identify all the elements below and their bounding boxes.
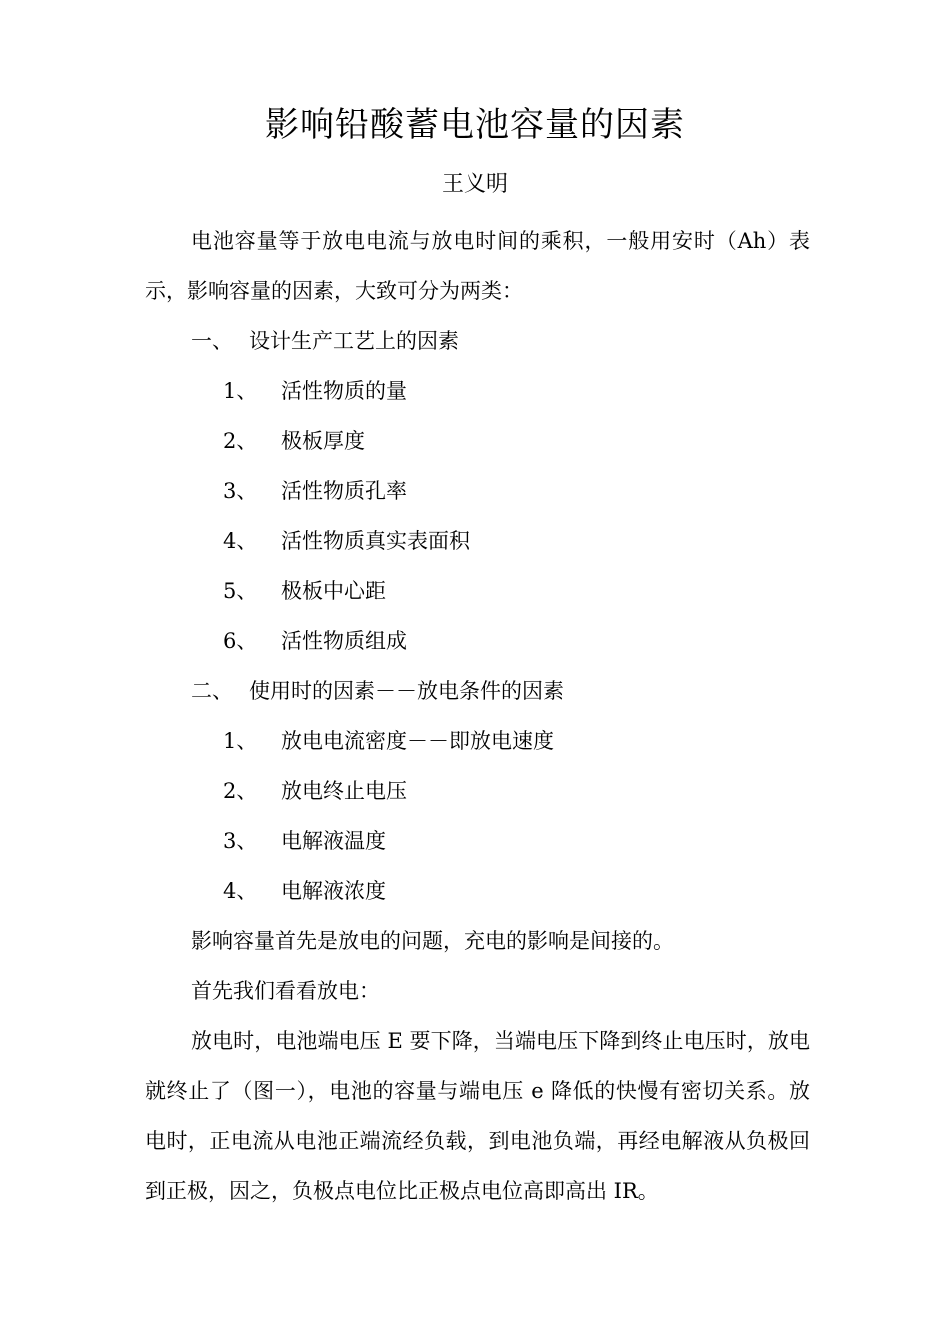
document-title: 影响铅酸蓄电池容量的因素 (265, 105, 685, 145)
section-heading (145, 666, 810, 716)
author-name: 王义明 (441, 172, 508, 197)
list-item-number: 5、 (223, 579, 258, 603)
list-item (145, 566, 810, 616)
list-item (145, 766, 810, 816)
list-item (145, 816, 810, 866)
list-item-text: 活性物质的量 (281, 379, 407, 403)
list-item-text: 活性物质组成 (281, 629, 407, 653)
section-heading (145, 316, 810, 366)
list-item-number: 4、 (223, 879, 258, 903)
list-item-number: 1、 (223, 729, 258, 753)
list-item (145, 466, 810, 516)
list-item (145, 616, 810, 666)
list-item-number: 3、 (223, 479, 258, 503)
list-item-number: 6、 (223, 629, 258, 653)
list-item-number: 3、 (223, 829, 258, 853)
list-item (145, 866, 810, 916)
list-item (145, 516, 810, 566)
section-number: 一、 (191, 329, 233, 353)
section-title: 使用时的因素－－放电条件的因素 (249, 679, 564, 703)
section-number: 二、 (191, 679, 233, 703)
list-item-number: 2、 (223, 779, 258, 803)
paragraph-discharge-first: 影响容量首先是放电的问题，充电的影响是间接的。 (191, 929, 674, 953)
paragraph-discharge-explanation: 放电时，电池端电压 E 要下降，当端电压下降到终止电压时，放电就终止了（图一），电池的容量与端电压 e 降低的快慢有密切关系。放电时，正电流从电池正端流经负载，到电池负端，再经电解液从负极回到正极，因之，负极点电位比正极点电位高即高出 IR。 (145, 1029, 810, 1203)
list-item-text: 电解液温度 (281, 829, 386, 853)
list-item-number: 2、 (223, 429, 258, 453)
list-item-text: 活性物质孔率 (281, 479, 407, 503)
section-title: 设计生产工艺上的因素 (249, 329, 459, 353)
intro-paragraph: 电池容量等于放电电流与放电时间的乘积，一般用安时（Ah）表示，影响容量的因素，大致可分为两类： (145, 229, 810, 303)
list-item-text: 放电电流密度－－即放电速度 (281, 729, 554, 753)
list-item-number: 4、 (223, 529, 258, 553)
list-item-number: 1、 (223, 379, 258, 403)
list-item-text: 极板厚度 (281, 429, 365, 453)
list-item-text: 放电终止电压 (281, 779, 407, 803)
list-item (145, 416, 810, 466)
document-body (145, 216, 810, 1216)
list-item (145, 716, 810, 766)
list-item (145, 366, 810, 416)
list-item-text: 电解液浓度 (281, 879, 386, 903)
list-item-text: 活性物质真实表面积 (281, 529, 470, 553)
list-item-text: 极板中心距 (281, 579, 386, 603)
paragraph-look-at-discharge: 首先我们看看放电： (191, 979, 380, 1003)
